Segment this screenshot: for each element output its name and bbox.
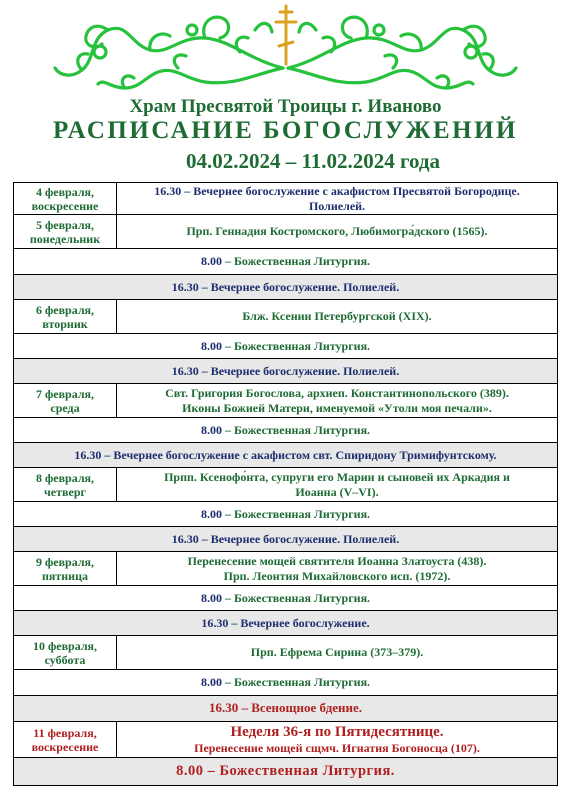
service-time: 16.30 [171, 363, 199, 378]
date-cell [14, 215, 117, 248]
service-cell [14, 249, 557, 274]
service-text: – Вечернее богослужение. Полиелей. [198, 363, 400, 378]
table-row [13, 443, 558, 468]
service-text: – Вечернее богослужение с акафистом Пресвятой Богородице. [181, 184, 520, 198]
service-cell [14, 586, 557, 610]
table-row [13, 418, 558, 443]
service-text: – Вечернее богослужение. Полиелей. [198, 279, 400, 294]
service-time: 8.00 [200, 422, 222, 437]
table-row [13, 586, 558, 611]
saint-cell [117, 384, 557, 417]
liturgy-cell: 8.00 – Божественная Литургия. [176, 763, 395, 780]
date-weekday: четверг [44, 484, 86, 499]
floral-ornament [0, 0, 571, 100]
service-time: 8.00 [200, 338, 222, 353]
service-cell [14, 527, 557, 551]
church-name: Храм Пресвятой Троицы г. Иваново [129, 96, 442, 117]
service-text: – Божественная Литургия. [221, 590, 371, 605]
table-row [13, 359, 558, 384]
date-cell [14, 552, 117, 585]
saint-line: Иконы Божией Матери, именуемой «Утоли моя печали». [182, 400, 492, 415]
schedule-table [13, 182, 558, 786]
date-day: 5 февраля, [35, 217, 95, 232]
date-weekday: воскресение [31, 198, 99, 213]
service-text: – Вечернее богослужение. [228, 615, 370, 630]
saint-cell: Прп. Геннадия Костромского, Любимогра́дского (1565). [186, 224, 488, 239]
saint-cell: Прп. Ефрема Сирина (373–379). [250, 645, 424, 660]
service-time: 8.00 [200, 506, 222, 521]
service-text: – Божественная Литургия. [221, 254, 371, 269]
date-day: 11 февраля, [33, 725, 97, 740]
table-row [13, 502, 558, 527]
date-weekday: суббота [44, 652, 86, 667]
service-cell [14, 670, 557, 695]
date-day: 9 февраля, [35, 554, 95, 569]
saint-line: Перенесение мощей святителя Иоанна Златоуста (438). [187, 554, 487, 568]
date-cell [14, 300, 117, 333]
table-row [13, 722, 558, 758]
table-row [13, 334, 558, 359]
service-text: – Вечернее богослужение. Полиелей. [198, 531, 400, 546]
date-weekday: понедельник [29, 231, 101, 246]
date-day: 7 февраля, [35, 386, 95, 401]
saint-line: Иоанна (V–VI). [295, 484, 379, 499]
service-cell [14, 275, 557, 299]
date-cell [14, 636, 117, 669]
service-cell [14, 334, 557, 358]
saint-cell [117, 552, 557, 585]
service-time: 16.30 [74, 447, 102, 462]
service-time: 16.30 [171, 279, 199, 294]
service-time: 16.30 [201, 615, 229, 630]
service-cell [14, 359, 557, 383]
date-weekday: пятница [41, 568, 89, 583]
date-cell [14, 183, 117, 214]
table-row [13, 611, 558, 636]
table-row [13, 468, 558, 502]
table-row [13, 758, 558, 786]
service-text: – Божественная Литургия. [221, 338, 371, 353]
date-day: 8 февраля, [35, 470, 95, 485]
saint-cell: Блж. Ксении Петербургской (XIX). [242, 309, 432, 324]
service-text: – Божественная Литургия. [221, 422, 371, 437]
table-row [13, 249, 558, 275]
table-row [13, 384, 558, 418]
service-cell [117, 183, 557, 214]
table-row [13, 527, 558, 552]
service-time: 16.30 [171, 531, 199, 546]
table-row [13, 300, 558, 334]
date-weekday: воскресение [31, 739, 99, 754]
table-row [13, 215, 558, 249]
service-cell [14, 418, 557, 442]
table-row [13, 636, 558, 670]
service-cell [14, 611, 557, 635]
feast-subtitle: Перенесение мощей сщмч. Игнатия Богоносца (107). [194, 740, 480, 755]
service-text: – Божественная Литургия. [221, 506, 371, 521]
service-text: – Вечернее богослужение с акафистом свт. Спиридону Тримифунтскому. [101, 447, 497, 462]
service-text: – Божественная Литургия. [221, 675, 371, 690]
saint-line: Прп. Леонтия Михайловского исп. (1972). [223, 568, 451, 583]
service-time: 8.00 [200, 590, 222, 605]
date-weekday: среда [50, 400, 80, 415]
table-row [13, 670, 558, 696]
saint-cell [117, 468, 557, 501]
page-title: РАСПИСАНИЕ БОГОСЛУЖЕНИЙ [53, 117, 518, 144]
date-day: 10 февраля, [32, 638, 98, 653]
date-range: 04.02.2024 – 11.02.2024 года [185, 149, 441, 173]
date-weekday: вторник [42, 316, 88, 331]
orthodox-cross-icon [276, 6, 296, 64]
table-row [13, 696, 558, 722]
table-row [13, 275, 558, 300]
table-row [13, 552, 558, 586]
saint-line: Свт. Григория Богослова, архиеп. Константинопольского (389). [165, 386, 509, 400]
service-time: 16.30 [154, 184, 182, 198]
table-row [13, 182, 558, 215]
service-cell [14, 443, 557, 467]
date-cell [14, 384, 117, 417]
service-time: 8.00 [200, 675, 222, 690]
vigil-cell: 16.30 – Всенощное бдение. [208, 700, 363, 716]
date-day: 4 февраля, [35, 184, 95, 199]
service-text: Полиелей. [308, 198, 366, 213]
date-day: 6 февраля, [35, 302, 95, 317]
saint-line: Прпп. Ксенофо́нта, супруги его Марии и сыновей их Аркадия и [164, 470, 510, 484]
feast-title: Неделя 36-я по Пятидесятнице. [230, 723, 444, 740]
date-cell [14, 468, 117, 501]
date-cell [14, 722, 117, 757]
service-time: 8.00 [200, 254, 222, 269]
feast-cell [117, 722, 557, 757]
service-cell [14, 502, 557, 526]
